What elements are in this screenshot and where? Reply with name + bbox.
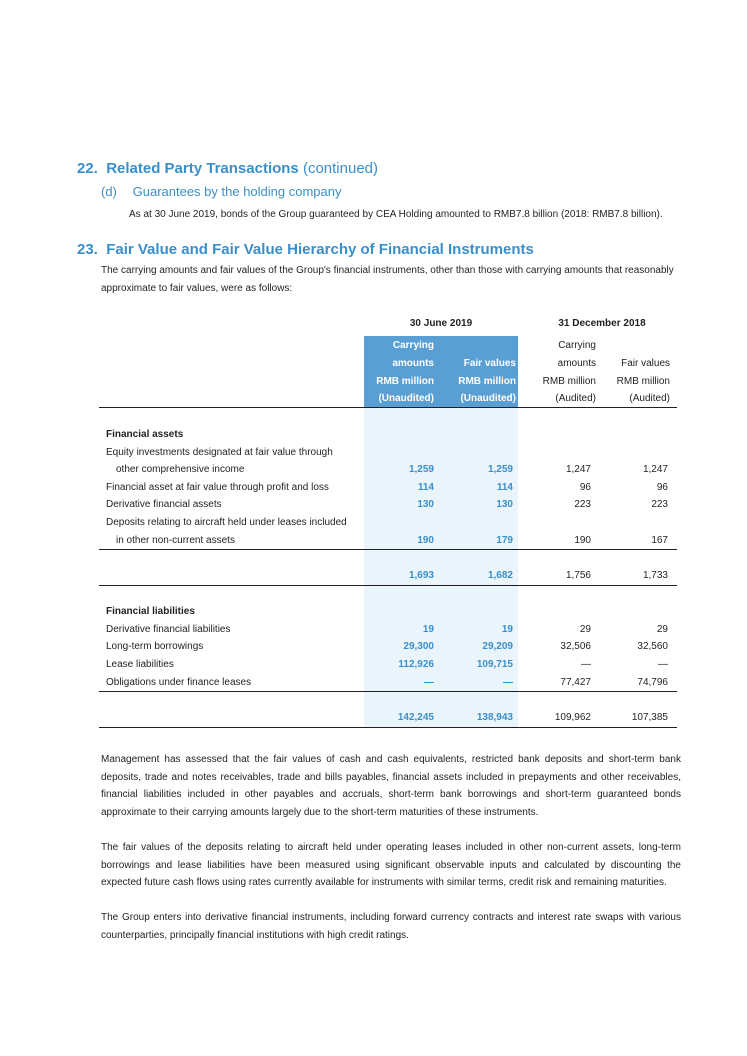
col1-header-line3: RMB million [376,376,434,387]
asset-row-4-label-line1: Deposits relating to aircraft held under leases included [106,517,347,528]
liability-row-4-value-2: — [503,677,513,688]
subsection-d-heading [101,184,341,199]
header-rule [99,407,677,408]
col4-header-line3: RMB million [616,376,670,387]
liabilities-subtotal-rule [99,691,677,692]
asset-row-2-value-3: 96 [579,482,591,493]
liabilities-total-value-2: 138,943 [476,712,513,723]
col3-header-line1: Carrying [558,340,596,351]
continued-label: (continued) [302,160,378,177]
period-2018-heading: 31 December 2018 [558,318,646,329]
liability-row-3-value-2: 109,715 [476,659,513,670]
asset-row-3-label: Derivative financial assets [106,499,222,510]
liability-row-1-value-3: 29 [579,624,591,635]
liability-row-3-value-4: — [658,659,668,670]
subsection-d-title: Guarantees by the holding company [132,184,342,199]
col4-header-line2: Fair values [621,358,670,369]
section-23-number: 23. [77,241,98,258]
col3-header-line4: (Audited) [555,393,596,404]
col4-header-line4: (Audited) [629,393,670,404]
col2-header-line3: RMB million [458,376,516,387]
guarantees-text: As at 30 June 2019, bonds of the Group guaranteed by CEA Holding amounted to RMB7.8 billion (2018: RMB7.8 billion). [129,209,663,220]
liability-row-1-label: Derivative financial liabilities [106,624,231,635]
asset-row-1-label-line1: Equity investments designated at fair value through [106,447,333,458]
assets-total-value-4: 1,733 [642,570,668,581]
assets-total-value-1: 1,693 [408,570,434,581]
asset-row-4-value-3: 190 [574,535,591,546]
liability-row-2-label: Long-term borrowings [106,641,204,652]
asset-row-2-value-2: 114 [496,482,513,493]
section-22-number: 22. [77,160,98,177]
asset-row-3-value-1: 130 [417,499,434,510]
liability-row-4-value-3: 77,427 [560,677,591,688]
liability-row-4-value-4: 74,796 [637,677,668,688]
subsection-d-label: (d) [101,184,117,199]
asset-row-3-value-2: 130 [496,499,513,510]
assets-total-value-2: 1,682 [487,570,513,581]
liabilities-total-rule [99,727,677,728]
asset-row-4-label-line2: in other non-current assets [116,535,235,546]
col3-header-line3: RMB million [542,376,596,387]
liability-row-4-value-1: — [424,677,434,688]
period-2019-heading: 30 June 2019 [409,318,473,329]
asset-row-1-value-3: 1,247 [565,464,591,475]
assets-heading: Financial assets [106,429,184,440]
liabilities-heading: Financial liabilities [106,606,195,617]
col2-header-line2: Fair values [463,358,516,369]
paragraph-management: Management has assessed that the fair values of cash and cash equivalents, restricted bank deposits and short-term bank deposits, trade and notes receivables, trade and bills payables, financial assets included in prepayments and other receivables, financial liabilities included in other payables and accruals, short-term bank borrowings and short-term guaranteed bonds approximate to their carrying amounts largely due to the short-term maturities of these instruments. [101,754,681,818]
liability-row-4-label: Obligations under finance leases [106,677,252,688]
asset-row-4-value-1: 190 [417,535,434,546]
section-23-title: Fair Value and Fair Value Hierarchy of Financial Instruments [106,241,534,258]
assets-subtotal-rule [99,549,677,550]
liability-row-1-value-1: 19 [422,624,434,635]
liabilities-total-value-4: 107,385 [631,712,668,723]
col2-header-line4: (Unaudited) [460,393,516,404]
asset-row-4-value-2: 179 [496,535,513,546]
liability-row-2-value-2: 29,209 [482,641,513,652]
section-23-heading [77,241,534,258]
liabilities-total-value-3: 109,962 [554,712,591,723]
section-23-intro: The carrying amounts and fair values of the Group's financial instruments, other than those with carrying amounts that reasonably approximate to fair values, were as follows: [101,265,674,294]
asset-row-2-value-4: 96 [656,482,668,493]
asset-row-1-value-4: 1,247 [642,464,668,475]
col1-header-line2: amounts [392,358,434,369]
liability-row-2-value-3: 32,506 [560,641,591,652]
asset-row-3-value-4: 223 [651,499,668,510]
liability-row-2-value-1: 29,300 [403,641,434,652]
liability-row-2-value-4: 32,560 [637,641,668,652]
assets-total-rule [99,585,677,586]
section-22-title: Related Party Transactions [106,160,299,177]
asset-row-3-value-3: 223 [574,499,591,510]
asset-row-1-value-2: 1,259 [487,464,513,475]
col3-header-line2: amounts [557,358,596,369]
liability-row-3-value-1: 112,926 [398,659,434,670]
liabilities-total-value-1: 142,245 [397,712,434,723]
paragraph-fair-values: The fair values of the deposits relating to aircraft held under operating leases included in other non-current assets, long-term borrowings and lease liabilities have been measured using significant observable inputs and calculated by discounting the expected future cash flows using rates currently available for instruments with similar terms, credit risk and remaining maturities. [101,842,681,888]
asset-row-4-value-4: 167 [651,535,668,546]
asset-row-1-value-1: 1,259 [408,464,434,475]
assets-total-value-3: 1,756 [565,570,591,581]
section-22-heading [77,160,378,177]
col1-header-line1: Carrying [392,340,434,351]
liability-row-3-value-3: — [581,659,591,670]
asset-row-2-label: Financial asset at fair value through profit and loss [106,482,329,493]
asset-row-2-value-1: 114 [417,482,434,493]
liability-row-3-label: Lease liabilities [106,659,174,670]
paragraph-derivatives: The Group enters into derivative financial instruments, including forward currency contracts and interest rate swaps with various counterparties, principally financial institutions with high credit ratings. [101,912,681,941]
asset-row-1-label-line2: other comprehensive income [116,464,245,475]
col1-header-line4: (Unaudited) [378,393,434,404]
liability-row-1-value-2: 19 [501,624,513,635]
liability-row-1-value-4: 29 [656,624,668,635]
